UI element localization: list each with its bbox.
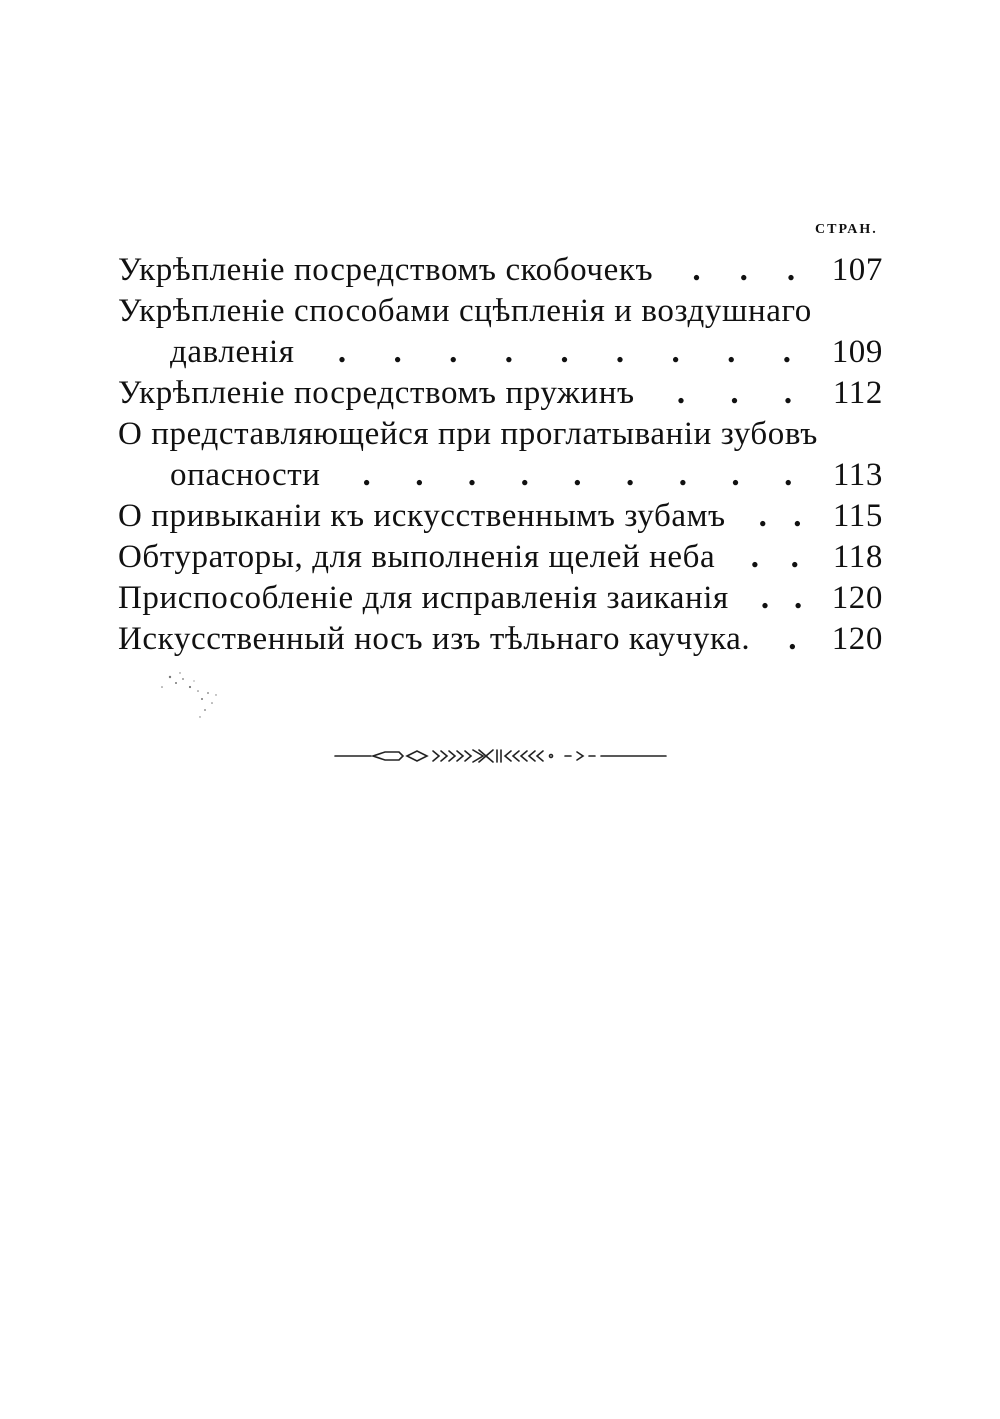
dot-leader: . . . [692,252,796,288]
toc-entry [118,578,883,619]
dot-leader: . . . . . . . . . [337,334,792,370]
toc-entry-title: Обтураторы, для выполненія щелей неба [118,539,716,575]
toc-entry [118,373,883,414]
toc-entry-title: Укрѣпленіе способами сцѣпленія и воздушнаго [118,293,812,329]
toc-entry-title: Приспособленіе для исправленія заиканія [118,580,729,616]
toc-entry-page: 120 [831,621,883,657]
toc-entry-title: О представляющейся при проглатываніи зубовъ [118,416,818,452]
toc-entry [118,250,883,291]
dot-leader: . . . . . . . . . [362,457,793,493]
dot-leader: . . [758,498,803,534]
toc-entry-page: 112 [832,375,883,411]
toc-entry-title-continued: давленія [170,334,295,370]
toc-entry-title: О привыканіи къ искусственнымъ зубамъ [118,498,726,534]
toc-entry-title: Искусственный носъ изъ тѣльнаго каучука. [118,621,751,657]
toc-entry-title: Укрѣпленіе посредствомъ пружинъ [118,375,635,411]
dot-leader: . . [750,539,800,575]
toc-entry [118,414,883,496]
ink-speck-icon [150,665,230,725]
toc-entry [118,537,883,578]
toc-entry-page: 115 [832,498,883,534]
toc-entry-title: Укрѣпленіе посредствомъ скобочекъ [118,252,654,288]
toc-entry [118,291,883,373]
toc-entry-page: 107 [831,252,883,288]
toc-entry [118,496,883,537]
dot-leader: . . . [676,375,793,411]
toc-entry-page: 113 [832,457,883,493]
toc-entry [118,619,883,660]
table-of-contents [118,250,883,660]
toc-entry-page: 109 [831,334,883,370]
decorative-rule-ornament-icon [333,742,668,766]
dot-leader: . . [760,580,803,616]
page-column-header: СТРАН. [815,222,878,237]
toc-entry-page: 120 [831,580,883,616]
dot-leader: . [788,621,798,657]
toc-entry-title-continued: опасности [170,457,321,493]
toc-entry-page: 118 [832,539,883,575]
